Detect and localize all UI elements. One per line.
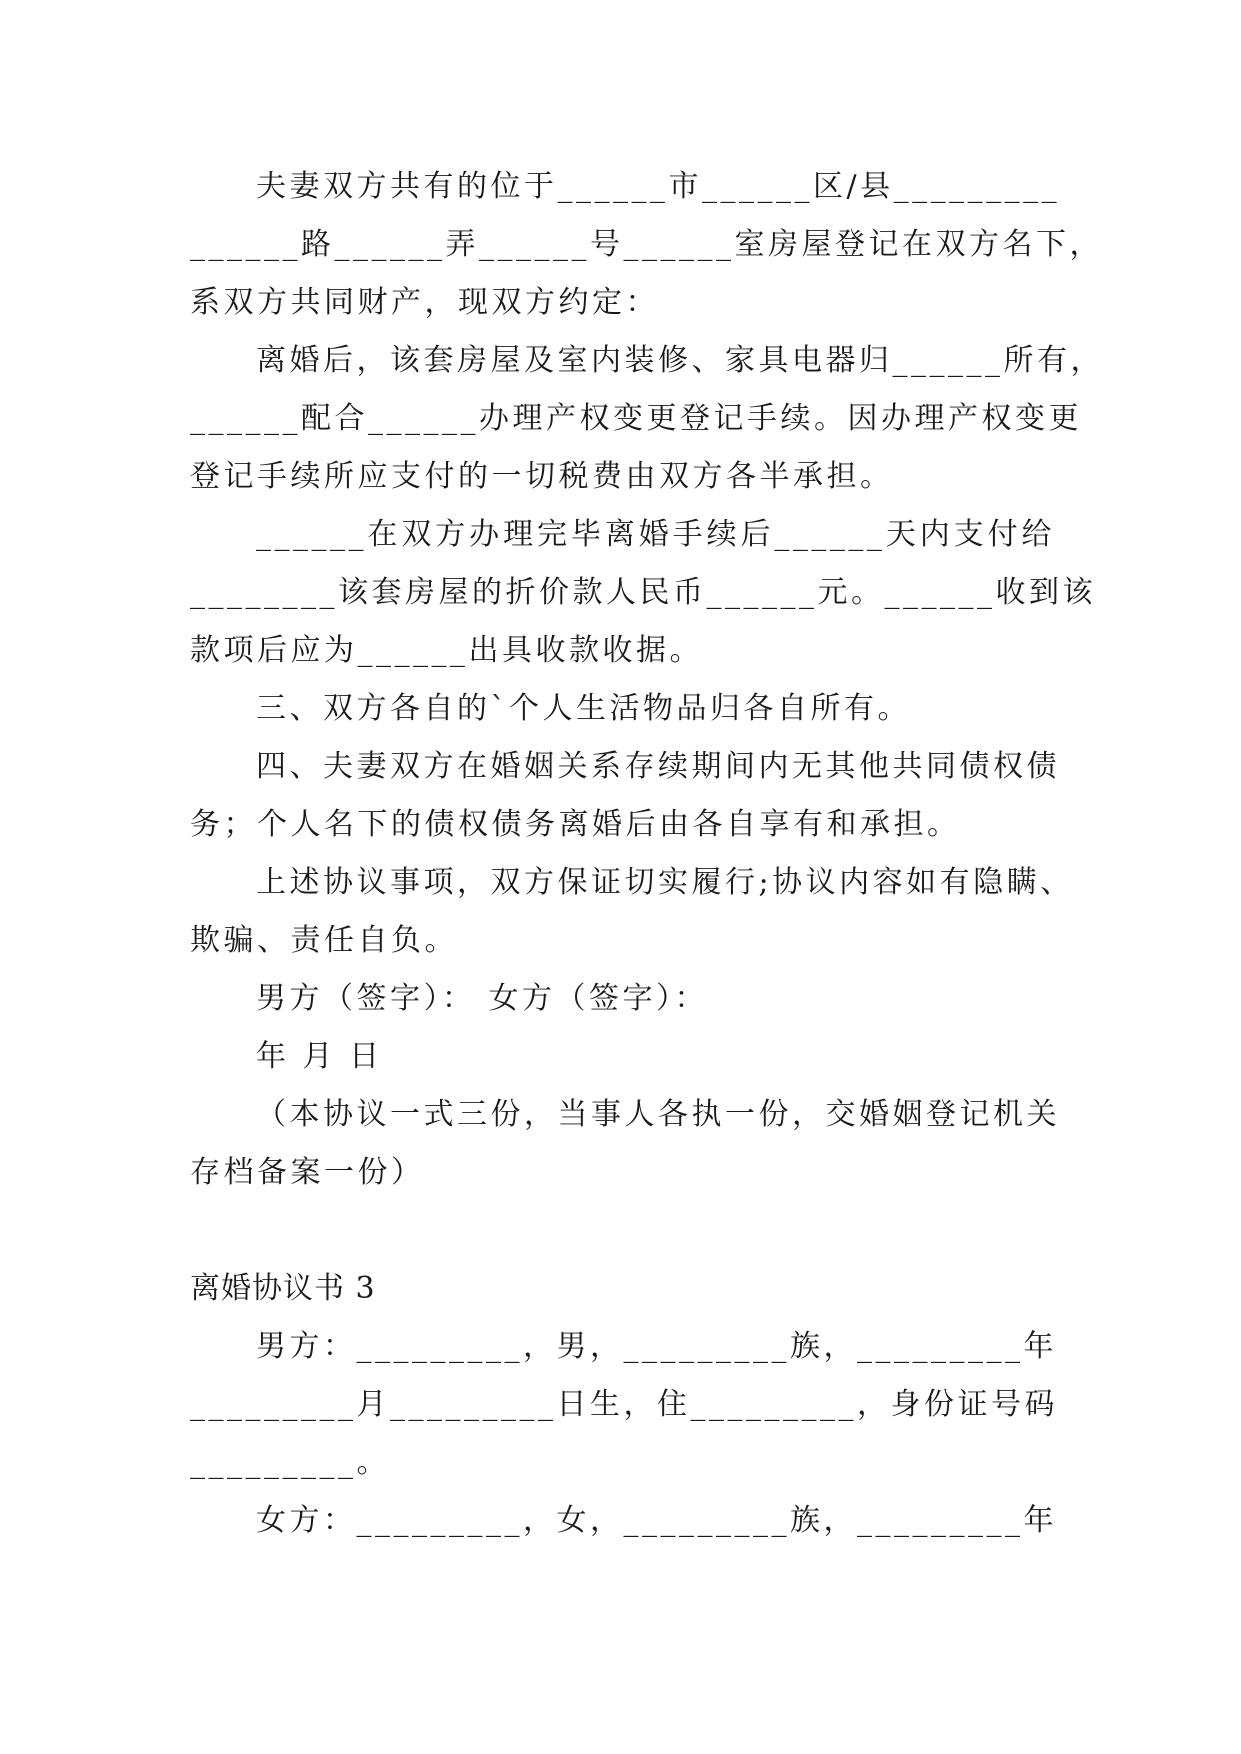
paragraph-line: 系双方共同财产，现双方约定： xyxy=(190,285,659,320)
paragraph-line: 男方：_________，男，_________族，_________年 xyxy=(256,1329,1057,1364)
section-gap xyxy=(190,1202,1055,1260)
document-page xyxy=(190,158,1104,1550)
section-heading: 离婚协议书 3 xyxy=(190,1271,376,1306)
paragraph-line: （本协议一式三份，当事人各执一份，交婚姻登记机关 xyxy=(256,1097,1060,1132)
paragraph-line: 夫妻双方共有的位于______市______区/县_________ xyxy=(256,169,1061,204)
paragraph-line: _________月_________日生，住_________，身份证号码 xyxy=(190,1387,1058,1422)
paragraph-line: 女方：_________，女，_________族，_________年 xyxy=(256,1503,1057,1538)
paragraph-line: ______路______弄______号______室房屋登记在双方名下， xyxy=(190,227,1103,262)
signature-line: 男方（签字）： 女方（签字）： xyxy=(256,981,709,1016)
paragraph-line: 离婚后，该套房屋及室内装修、家具电器归______所有， xyxy=(256,343,1104,378)
paragraph-line: ______在双方办理完毕离婚手续后______天内支付给 xyxy=(256,517,1055,552)
paragraph-line: 存档备案一份） xyxy=(190,1155,425,1190)
paragraph-line: 上述协议事项，双方保证切实履行;协议内容如有隐瞒、 xyxy=(256,865,1074,900)
paragraph-line: _________。 xyxy=(190,1445,390,1480)
date-line: 年 月 日 xyxy=(256,1039,383,1074)
paragraph-line: 款项后应为______出具收款收据。 xyxy=(190,633,703,668)
paragraph-line: 务；个人名下的债权债务离婚后由各自享有和承担。 xyxy=(190,807,961,842)
paragraph-line: ________该套房屋的折价款人民币______元。______收到该 xyxy=(190,575,1096,610)
paragraph-line: ______配合______办理产权变更登记手续。因办理产权变更 xyxy=(190,401,1082,436)
paragraph-line: 登记手续所应支付的一切税费由双方各半承担。 xyxy=(190,459,894,494)
paragraph-line: 欺骗、责任自负。 xyxy=(190,923,458,958)
paragraph-line: 三、双方各自的`个人生活物品归各自所有。 xyxy=(256,691,911,726)
paragraph-line: 四、夫妻双方在婚姻关系存续期间内无其他共同债权债 xyxy=(256,749,1060,784)
